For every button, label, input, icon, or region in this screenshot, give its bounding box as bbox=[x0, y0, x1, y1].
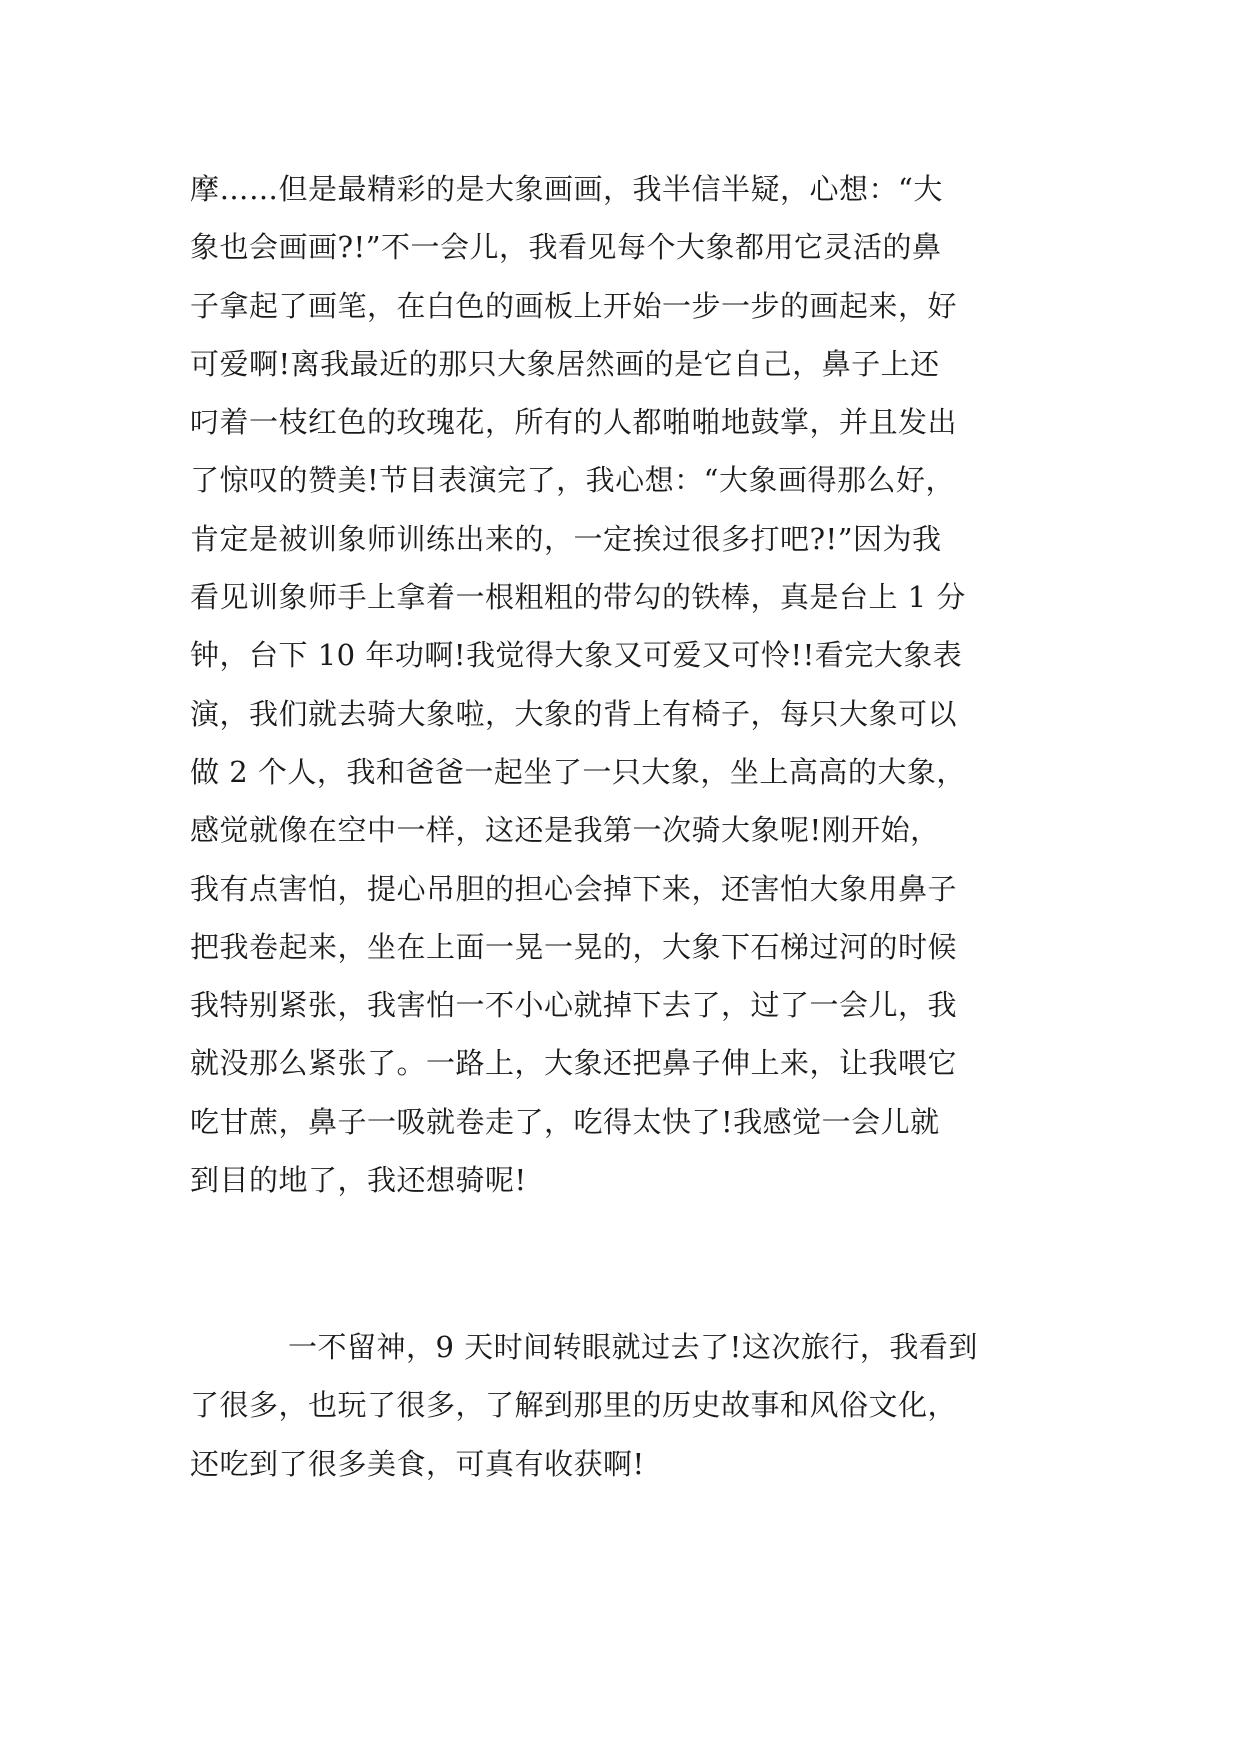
text-line: 感觉就像在空中一样，这还是我第一次骑大象呢!刚开始， bbox=[190, 813, 940, 848]
text-line: 做 2 个人，我和爸爸一起坐了一只大象，坐上高高的大象， bbox=[190, 754, 966, 789]
text-line: 演，我们就去骑大象啦，大象的背上有椅子，每只大象可以 bbox=[190, 696, 958, 731]
text-line: 可爱啊!离我最近的那只大象居然画的是它自己，鼻子上还 bbox=[190, 346, 940, 381]
paragraph-1 bbox=[190, 160, 1065, 1209]
text-line: 摩……但是最精彩的是大象画画，我半信半疑，心想：“大 bbox=[190, 172, 943, 206]
text-line: 钟，台下 10 年功啊!我觉得大象又可爱又可怜!!看完大象表 bbox=[190, 638, 963, 673]
text-line: 把我卷起来，坐在上面一晃一晃的，大象下石梯过河的时候 bbox=[190, 929, 958, 964]
text-line: 子拿起了画笔，在白色的画板上开始一步一步的画起来，好 bbox=[190, 288, 958, 323]
text-line: 肯定是被训象师训练出来的，一定挨过很多打吧?!”因为我 bbox=[190, 521, 942, 556]
text-line: 了惊叹的赞美!节目表演完了，我心想：“大象画得那么好， bbox=[190, 463, 955, 498]
text-line: 吃甘蔗，鼻子一吸就卷走了，吃得太快了!我感觉一会儿就 bbox=[190, 1104, 940, 1139]
text-line: 我特别紧张，我害怕一不小心就掉下去了，过了一会儿，我 bbox=[190, 988, 958, 1023]
text-line: 看见训象师手上拿着一根粗粗的带勾的铁棒，真是台上 1 分 bbox=[190, 580, 966, 615]
text-line: 叼着一枝红色的玫瑰花，所有的人都啪啪地鼓掌，并且发出 bbox=[190, 405, 958, 440]
text-line: 了很多，也玩了很多，了解到那里的历史故事和风俗文化， bbox=[190, 1388, 958, 1423]
text-line-indented: 一不留神，9 天时间转眼就过去了!这次旅行，我看到 bbox=[288, 1330, 978, 1364]
text-line: 就没那么紧张了。一路上，大象还把鼻子伸上来，让我喂它 bbox=[190, 1046, 958, 1081]
text-line: 我有点害怕，提心吊胆的担心会掉下来，还害怕大象用鼻子 bbox=[190, 871, 958, 906]
paragraph-2 bbox=[190, 1318, 1065, 1493]
text-line: 象也会画画?!”不一会儿，我看见每个大象都用它灵活的鼻 bbox=[190, 230, 942, 265]
text-line: 到目的地了，我还想骑呢! bbox=[190, 1163, 527, 1198]
text-line: 还吃到了很多美食，可真有收获啊! bbox=[190, 1446, 645, 1481]
